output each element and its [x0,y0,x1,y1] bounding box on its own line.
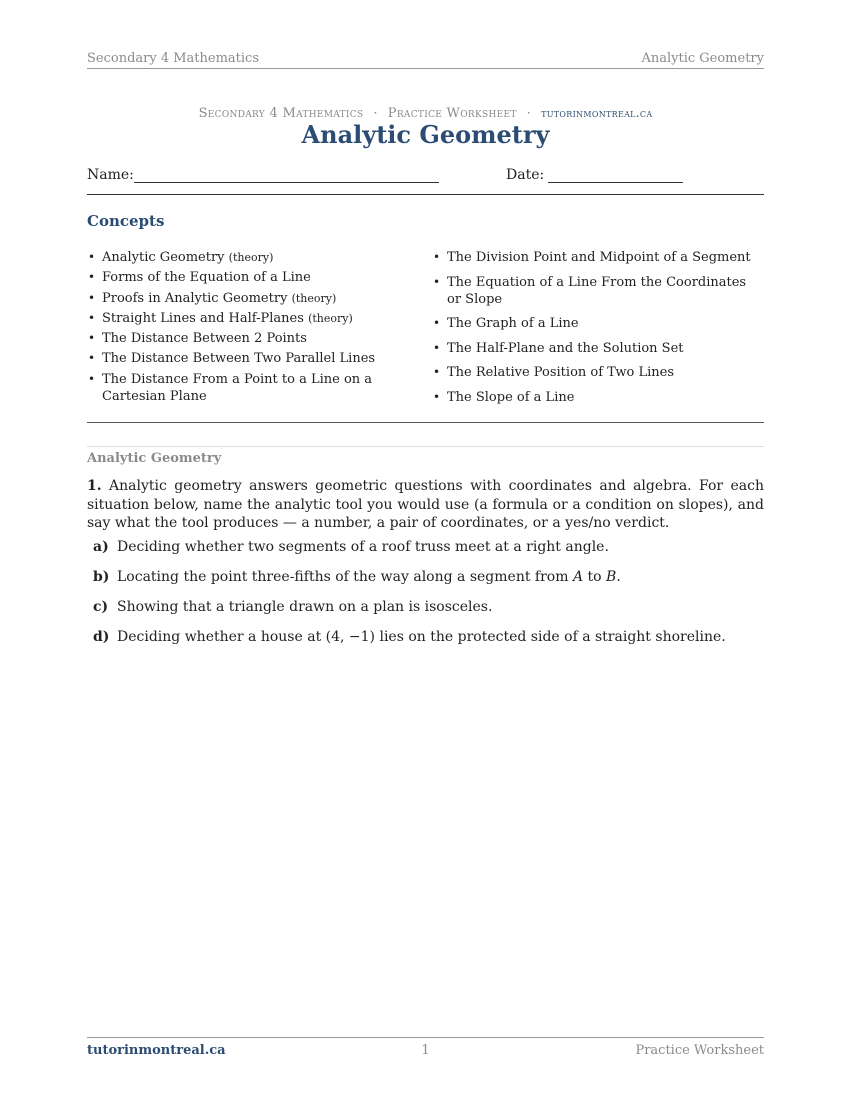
concept-item: • Straight Lines and Half-Planes (theory) [87,310,422,327]
question-part [87,538,764,556]
concept-item: • The Distance Between 2 Points [87,330,422,347]
concept-item: • The Distance From a Point to a Line on a Cartesian Plane [87,371,422,405]
document-title: Analytic Geometry [301,120,550,149]
worksheet-page [87,0,764,1100]
part-label: a) [93,539,109,555]
running-header [87,50,764,69]
part-text: Locating the point three-fifths of the way along a segment from [117,569,569,585]
kicker-separator: · [373,106,378,121]
question-part: b) Locating the point three-fifths of the way along a segment from A to B. [93,569,621,585]
concept-note: (theory) [291,291,337,305]
running-header-topic: Analytic Geometry [641,51,764,66]
concept-item: • The Slope of a Line [432,389,764,406]
kicker-type: Practice Worksheet [387,106,517,121]
name-label: Name: [87,167,134,183]
point-a: A [572,569,584,585]
footer-site: tutorinmontreal.ca [87,1043,226,1058]
concepts-heading: Concepts [87,212,165,230]
question-part [87,628,764,646]
divider [87,194,764,195]
section-divider [87,446,764,447]
title-kicker [87,106,764,121]
concept-item: • The Distance Between Two Parallel Lines [87,350,422,367]
part-label: d) [93,629,110,645]
question-part [87,598,764,616]
concept-item: • The Half-Plane and the Solution Set [432,340,764,357]
section-heading: Analytic Geometry [87,451,222,466]
point-b: B [606,569,617,585]
question-text: Analytic geometry answers geometric questions with coordinates and algebra. For each situation below, name the analytic tool you would use (a formula or a condition on slopes), and say what the tool produces — a number, a pair of coordinates, or a yes/no verdict. [87,478,764,531]
date-label: Date: [506,167,545,183]
concepts-list-right [432,249,764,413]
part-text: Showing that a triangle drawn on a plan is isosceles. [117,599,493,615]
question-parts [87,538,764,658]
page-number: 1 [421,1043,430,1058]
part-label: b) [93,569,110,585]
concept-item: • The Division Point and Midpoint of a Segment [432,249,764,266]
page-footer [87,1037,764,1060]
concept-note: (theory) [228,251,274,264]
part-label: c) [93,599,109,615]
part-text: Deciding whether a house at (4, −1) lies on the protected side of a straight shoreline. [117,629,726,645]
kicker-course: Secondary 4 Mathematics [198,106,364,121]
question-number: 1. [87,478,102,494]
concept-item: • The Relative Position of Two Lines [432,364,764,381]
part-text: Deciding whether two segments of a roof truss meet at a right angle. [117,539,609,555]
running-header-course: Secondary 4 Mathematics [87,51,260,66]
concept-item: • The Graph of a Line [432,315,764,332]
concept-item: • Analytic Geometry (theory) [87,249,422,266]
kicker-separator: · [526,106,532,121]
concepts-list-left [87,249,422,408]
kicker-site: tutorinmontreal.ca [541,106,653,120]
question-prompt [87,477,764,533]
footer-doc-type: Practice Worksheet [635,1043,764,1058]
concept-note: (theory) [308,311,353,325]
divider [87,422,764,423]
name-blank [134,182,439,183]
concept-item: • Proofs in Analytic Geometry (theory) [87,290,422,307]
concept-item: • The Equation of a Line From the Coordinates or Slope [432,274,764,308]
date-blank [548,182,683,183]
concept-item: • Forms of the Equation of a Line [87,269,422,286]
